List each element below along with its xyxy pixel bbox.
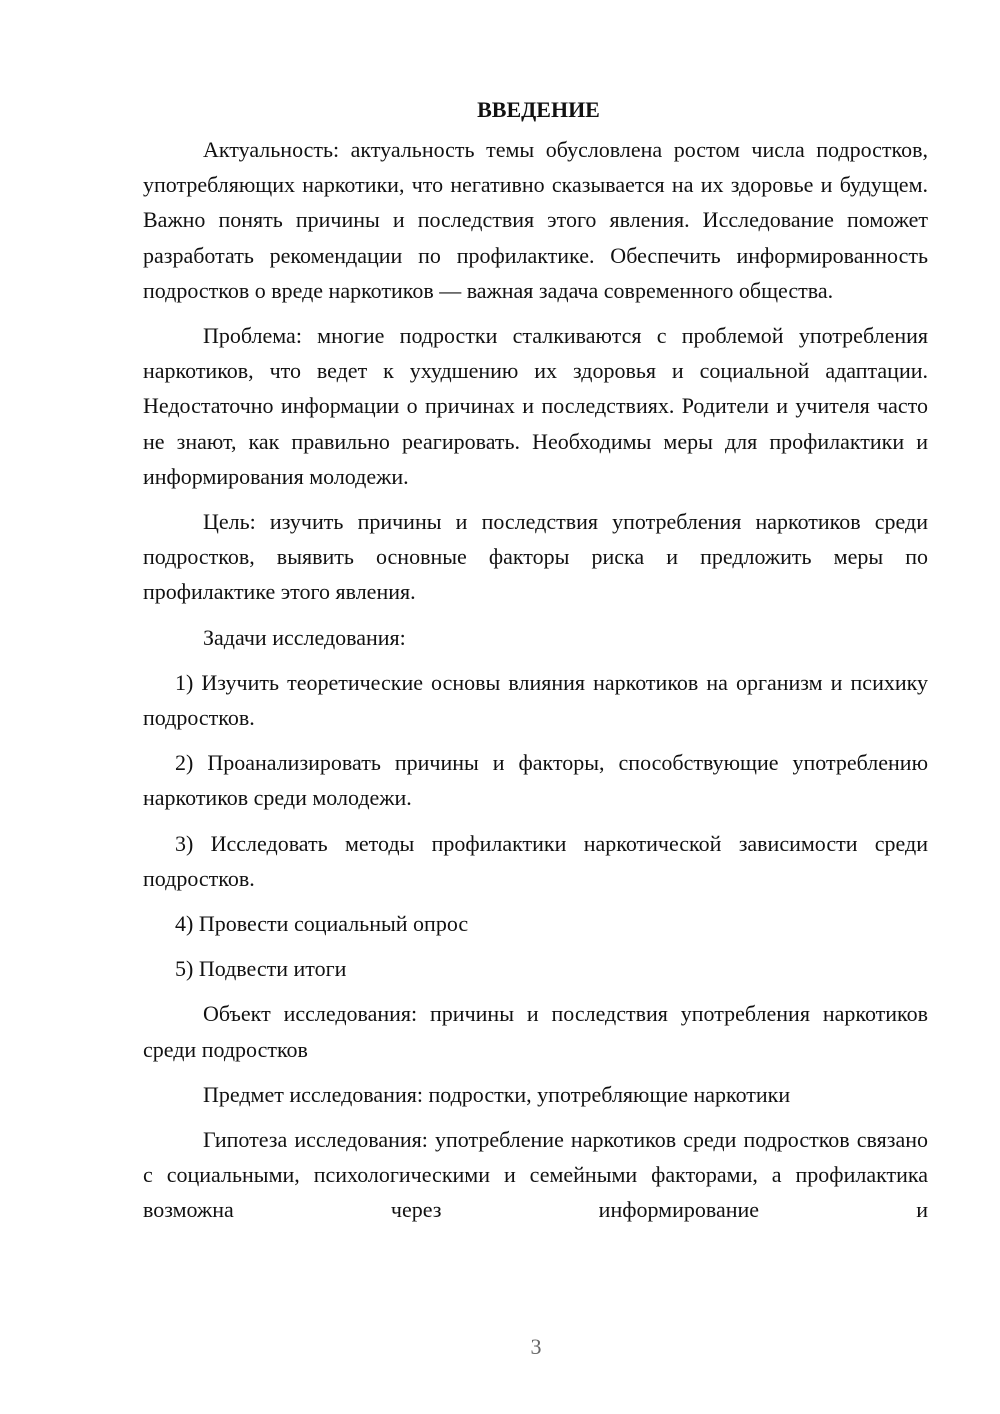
goal-paragraph: Цель: изучить причины и последствия употребления наркотиков среди подростков, выявить основные факторы риска и предложить меры по профилактике этого явления. [143, 509, 928, 605]
task-item: 3) Исследовать методы профилактики наркотической зависимости среди подростков. [143, 830, 928, 891]
page-number: 3 [530, 1334, 542, 1359]
subject-paragraph: Предмет исследования: подростки, употребляющие наркотики [203, 1081, 791, 1107]
task-item: 5) Подвести итоги [175, 956, 347, 982]
relevance-paragraph: Актуальность: актуальность темы обусловлена ростом числа подростков, употребляющих наркотики, что негативно сказывается на их здоровье и будущем. Важно понять причины и последствия этого явления. Исследование поможет разработать рекомендации по профилактике. Обеспечить информированность подростков о вреде наркотиков — важная задача современного общества. [143, 137, 928, 303]
object-paragraph: Объект исследования: причины и последствия употребления наркотиков среди подростков [143, 1001, 928, 1062]
hypothesis-paragraph: Гипотеза исследования: употребление наркотиков среди подростков связано с социальными, психологическими и семейными факторами, а профилактика возможна через информирование и [143, 1127, 928, 1223]
tasks-title: Задачи исследования: [203, 624, 406, 650]
task-item: 1) Изучить теоретические основы влияния наркотиков на организм и психику подростков. [143, 669, 928, 731]
task-item: 2) Проанализировать причины и факторы, способствующие употреблению наркотиков среди молодежи. [143, 750, 928, 811]
problem-paragraph: Проблема: многие подростки сталкиваются с проблемой употребления наркотиков, что ведет к ухудшению их здоровья и социальной адаптации. Недостаточно информации о причинах и последствиях. Родители и учителя часто не знают, как правильно реагировать. Необходимы меры для профилактики и информирования молодежи. [143, 323, 928, 489]
task-item: 4) Провести социальный опрос [175, 911, 469, 937]
document-page [143, 92, 928, 1238]
section-heading: ВВЕДЕНИЕ [477, 97, 600, 122]
